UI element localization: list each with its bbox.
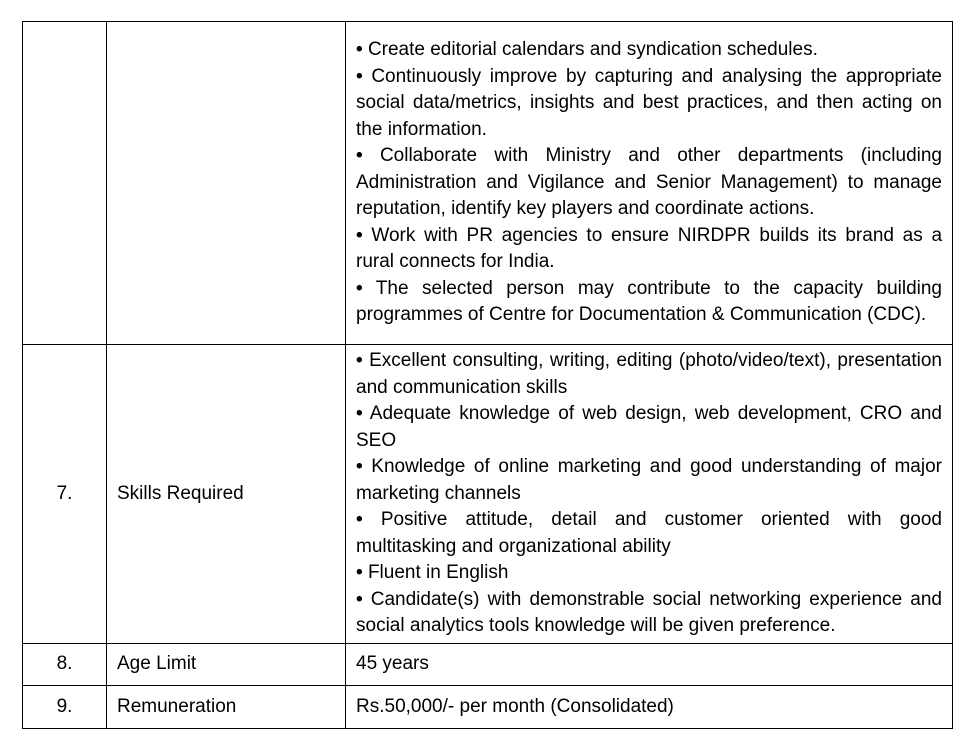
bullet-symbol: •: [356, 145, 363, 167]
bullet-item: [356, 507, 942, 560]
sl-number: 9.: [23, 686, 107, 729]
bullet-symbol: •: [356, 588, 363, 610]
age-limit-value: 45 years: [346, 644, 953, 686]
bullet-symbol: •: [356, 509, 363, 531]
bullet-symbol: •: [356, 350, 363, 372]
bullet-item: [356, 223, 942, 276]
skills-cell: [346, 345, 953, 644]
bullet-symbol: •: [356, 39, 363, 61]
item-cell-empty: [107, 22, 346, 345]
responsibilities-cell: [346, 22, 953, 345]
table-row-remuneration: [23, 686, 953, 729]
bullet-symbol: •: [356, 277, 363, 299]
bullet-symbol: •: [356, 65, 363, 87]
table-row-skills: [23, 345, 953, 644]
bullet-item: [356, 276, 942, 329]
sl-cell-empty: [23, 22, 107, 345]
bullet-text: Work with PR agencies to ensure NIRDPR builds its brand as a rural connects for India.: [356, 224, 943, 273]
bullet-text: Create editorial calendars and syndication schedules.: [367, 39, 818, 61]
bullet-item: [356, 143, 942, 223]
bullet-item: [356, 587, 942, 640]
item-label: Remuneration: [107, 686, 346, 729]
remuneration-value: Rs.50,000/- per month (Consolidated): [346, 686, 953, 729]
bullet-text: Continuously improve by capturing and analysing the appropriate social data/metrics, insights and best practices, and then acting on the information.: [356, 65, 942, 140]
bullet-text: Positive attitude, detail and customer oriented with good multitasking and organizational ability: [356, 509, 942, 557]
bullet-item: [356, 560, 942, 587]
bullet-text: The selected person may contribute to the capacity building programmes of Centre for Documentation & Communication (CDC).: [356, 277, 943, 326]
table-row-continued: [23, 22, 953, 345]
bullet-item: [356, 454, 942, 507]
bullet-item: [356, 348, 942, 401]
bullet-item: [356, 401, 942, 454]
bullet-symbol: •: [356, 562, 363, 584]
bullet-text: Collaborate with Ministry and other departments (including Administration and Vigilance and Senior Management) to manage reputation, identify key players and coordinate actions.: [356, 145, 942, 220]
bullet-text: Excellent consulting, writing, editing (photo/video/text), presentation and communication skills: [356, 350, 943, 398]
bullet-text: Fluent in English: [367, 562, 509, 584]
bullet-symbol: •: [356, 456, 363, 478]
job-details-table: [22, 21, 953, 729]
item-label: Age Limit: [107, 644, 346, 686]
bullet-text: Adequate knowledge of web design, web development, CRO and SEO: [356, 403, 942, 451]
bullet-symbol: •: [356, 224, 363, 246]
bullet-text: Knowledge of online marketing and good understanding of major marketing channels: [356, 456, 942, 504]
sl-number: 7.: [23, 345, 107, 644]
item-label: Skills Required: [107, 345, 346, 644]
table-row-age-limit: [23, 644, 953, 686]
bullet-text: Candidate(s) with demonstrable social networking experience and social analytics tools knowledge will be given preference.: [356, 588, 942, 637]
bullet-symbol: •: [356, 403, 363, 425]
bullet-item: [356, 37, 942, 64]
bullet-item: [356, 64, 942, 144]
sl-number: 8.: [23, 644, 107, 686]
